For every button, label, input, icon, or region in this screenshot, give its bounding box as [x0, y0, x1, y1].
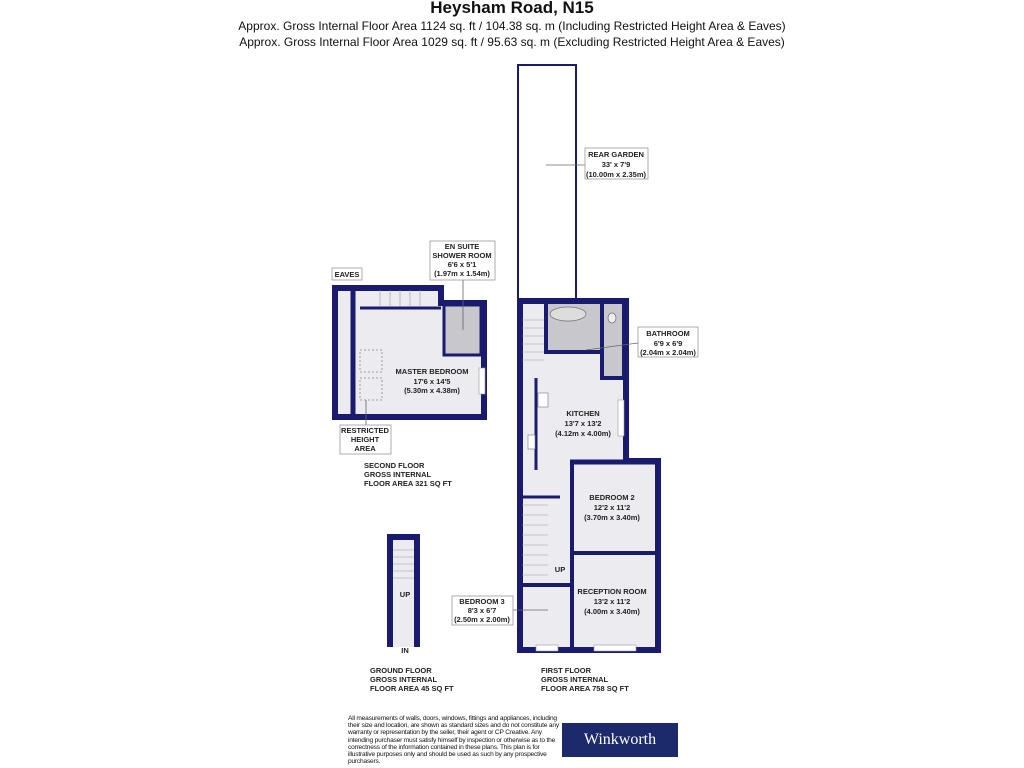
svg-text:IN: IN	[401, 646, 409, 655]
first-floor-area	[541, 666, 629, 693]
svg-text:(3.70m x 3.40m): (3.70m x 3.40m)	[584, 513, 640, 522]
second-floor-plan	[332, 241, 495, 488]
svg-text:EN SUITE: EN SUITE	[444, 242, 480, 251]
svg-text:8'3 x 6'7: 8'3 x 6'7	[467, 606, 497, 615]
winkworth-logo: Winkworth	[562, 723, 678, 757]
sink-icon	[528, 435, 535, 449]
area-excluding: Approx. Gross Internal Floor Area 1029 sq. ft / 95.63 sq. m (Excluding Restricted Height Area & Eaves)	[239, 35, 785, 49]
svg-text:EAVES: EAVES	[334, 270, 360, 279]
svg-text:BEDROOM 2: BEDROOM 2	[589, 493, 635, 502]
svg-text:FLOOR AREA 758 SQ FT: FLOOR AREA 758 SQ FT	[541, 684, 629, 693]
svg-text:GROUND FLOOR: GROUND FLOOR	[370, 666, 432, 675]
second-floor-area	[364, 461, 452, 488]
svg-text:GROSS INTERNAL: GROSS INTERNAL	[370, 675, 438, 684]
hob-icon	[538, 393, 548, 407]
svg-text:(4.00m x 3.40m): (4.00m x 3.40m)	[584, 607, 640, 616]
svg-text:(5.30m x 4.38m): (5.30m x 4.38m)	[404, 386, 460, 395]
window	[594, 645, 636, 651]
svg-text:GROSS INTERNAL: GROSS INTERNAL	[364, 470, 432, 479]
eaves-label	[332, 268, 362, 280]
window	[479, 368, 485, 394]
disclaimer: All measurements of walls, doors, windows, fittings and appliances, including their size and location, are shown as standard sizes and do not constitute any warranty or representation by the seller, their agent or CP Creative. Any intending purchaser must satisfy himself by inspection or otherwise as to the correctness of the information contained in these plans. This plan is for illustrative purposes only and should be used as such by any prospective purchasers.	[348, 715, 559, 766]
svg-text:AREA: AREA	[354, 444, 376, 453]
rear-garden-outline	[518, 65, 576, 301]
bath-icon	[550, 307, 586, 321]
svg-text:(2.04m x 2.04m): (2.04m x 2.04m)	[640, 348, 696, 357]
svg-text:SECOND FLOOR: SECOND FLOOR	[364, 461, 425, 470]
svg-text:BEDROOM 3: BEDROOM 3	[459, 597, 505, 606]
svg-text:6'6 x 5'1: 6'6 x 5'1	[447, 260, 477, 269]
svg-text:RECEPTION ROOM: RECEPTION ROOM	[577, 587, 647, 596]
svg-text:(10.00m x 2.35m): (10.00m x 2.35m)	[585, 170, 647, 179]
svg-text:13'7 x 13'2: 13'7 x 13'2	[564, 419, 602, 428]
svg-text:REAR GARDEN: REAR GARDEN	[588, 150, 644, 159]
window	[536, 645, 558, 651]
svg-text:12'2 x 11'2: 12'2 x 11'2	[593, 503, 631, 512]
first-floor-plan	[452, 301, 698, 693]
svg-text:GROSS INTERNAL: GROSS INTERNAL	[541, 675, 609, 684]
svg-text:RESTRICTED: RESTRICTED	[341, 426, 389, 435]
svg-text:UP: UP	[399, 590, 411, 599]
svg-text:HEIGHT: HEIGHT	[350, 435, 380, 444]
svg-text:MASTER BEDROOM: MASTER BEDROOM	[395, 367, 469, 376]
svg-text:6'9 x 6'9: 6'9 x 6'9	[653, 339, 683, 348]
ground-floor-area	[370, 666, 454, 693]
svg-text:FIRST FLOOR: FIRST FLOOR	[541, 666, 591, 675]
svg-text:FLOOR AREA 45 SQ FT: FLOOR AREA 45 SQ FT	[370, 684, 454, 693]
svg-text:BATHROOM: BATHROOM	[646, 329, 690, 338]
svg-text:SHOWER ROOM: SHOWER ROOM	[432, 251, 492, 260]
svg-text:FLOOR AREA 321 SQ FT: FLOOR AREA 321 SQ FT	[364, 479, 452, 488]
svg-text:KITCHEN: KITCHEN	[566, 409, 600, 418]
svg-text:33' x 7'9: 33' x 7'9	[601, 160, 631, 169]
svg-text:UP: UP	[554, 565, 566, 574]
svg-text:(4.12m x 4.00m): (4.12m x 4.00m)	[555, 429, 611, 438]
svg-text:(1.97m x 1.54m): (1.97m x 1.54m)	[434, 269, 490, 278]
ground-floor-plan	[370, 537, 454, 693]
page-title: Heysham Road, N15	[430, 0, 594, 17]
svg-text:17'6 x 14'5: 17'6 x 14'5	[413, 377, 451, 386]
en-suite	[444, 305, 481, 355]
area-including: Approx. Gross Internal Floor Area 1124 sq. ft / 104.38 sq. m (Including Restricted Height Area & Eaves)	[238, 19, 786, 33]
toilet-icon	[608, 313, 616, 323]
svg-text:(2.50m x 2.00m): (2.50m x 2.00m)	[454, 615, 510, 624]
window	[618, 400, 624, 436]
svg-text:13'2 x 11'2: 13'2 x 11'2	[593, 597, 631, 606]
